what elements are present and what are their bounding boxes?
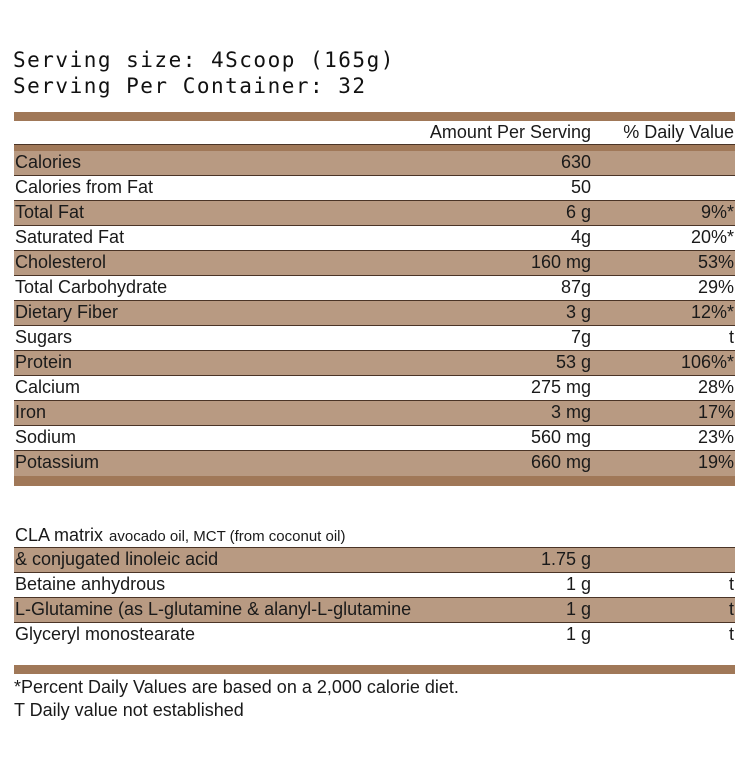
nutrient-name: Calories from Fat	[15, 177, 154, 197]
nutrient-dv: 28%	[697, 377, 734, 397]
nutrient-row-calcium	[14, 376, 735, 401]
nutrient-name: Saturated Fat	[15, 227, 125, 247]
ingredient-amount: 1 g	[565, 624, 591, 644]
nutrient-name: Potassium	[15, 452, 100, 472]
ingredient-row-l-glutamine	[14, 598, 735, 623]
nutrient-row-saturated-fat	[14, 226, 735, 251]
nutrient-amount: 660 mg	[530, 452, 591, 472]
nutrient-dv: 9%*	[700, 202, 734, 222]
ingredient-row-conjugated-linoleic-acid	[14, 548, 735, 573]
nutrient-name: Iron	[15, 402, 47, 422]
nutrient-table	[14, 151, 735, 476]
nutrient-row-potassium	[14, 451, 735, 476]
nutrient-amount: 53 g	[555, 352, 591, 372]
footnotes	[14, 676, 459, 722]
ingredient-dv: t	[728, 599, 734, 619]
amount-header: Amount Per Serving	[429, 122, 591, 142]
nutrient-amount: 275 mg	[530, 377, 591, 397]
nutrient-row-total-carbohydrate	[14, 276, 735, 301]
ingredient-name: & conjugated linoleic acid	[15, 549, 219, 569]
other-ingredients-table	[14, 547, 735, 648]
ingredient-dv: t	[728, 624, 734, 644]
nutrient-amount: 630	[560, 152, 591, 172]
nutrient-name: Dietary Fiber	[15, 302, 119, 322]
nutrient-dv: t	[728, 327, 734, 347]
nutrient-row-calories-from-fat	[14, 176, 735, 201]
nutrient-row-sodium	[14, 426, 735, 451]
serving-size: Serving size: 4Scoop (165g)	[13, 48, 395, 72]
nutrient-dv: 29%	[697, 277, 734, 297]
cla-title: CLA matrix	[15, 525, 104, 545]
nutrient-amount: 160 mg	[530, 252, 591, 272]
nutrient-row-total-fat	[14, 201, 735, 226]
footnote-not-established: T Daily value not established	[14, 700, 244, 720]
nutrient-row-sugars	[14, 326, 735, 351]
nutrient-dv: 23%	[697, 427, 734, 447]
ingredient-name: Betaine anhydrous	[15, 574, 166, 594]
nutrient-name: Sugars	[15, 327, 73, 347]
nutrient-name: Protein	[15, 352, 73, 372]
daily-value-header: % Daily Value	[623, 122, 734, 142]
servings-per-container: Serving Per Container: 32	[13, 74, 367, 98]
ingredient-name: Glyceryl monostearate	[15, 624, 196, 644]
nutrient-dv: 12%*	[690, 302, 734, 322]
table-header	[14, 121, 735, 145]
nutrient-amount: 50	[570, 177, 591, 197]
ingredient-row-betaine	[14, 573, 735, 598]
nutrient-bottom-bar	[14, 476, 735, 486]
nutrient-dv: 106%*	[680, 352, 734, 372]
ingredient-name: L-Glutamine (as L-glutamine & alanyl-L-glutamine	[15, 599, 412, 619]
ingredients-bottom-bar	[14, 665, 735, 674]
nutrient-dv: 20%*	[690, 227, 734, 247]
nutrient-dv: 53%	[697, 252, 734, 272]
nutrient-name: Cholesterol	[15, 252, 107, 272]
ingredient-amount: 1.75 g	[540, 549, 591, 569]
nutrient-name: Calcium	[15, 377, 81, 397]
nutrient-dv: 17%	[697, 402, 734, 422]
nutrient-amount: 3 g	[565, 302, 591, 322]
ingredient-amount: 1 g	[565, 599, 591, 619]
cla-heading	[15, 524, 346, 548]
nutrient-name: Total Carbohydrate	[15, 277, 168, 297]
nutrient-dv: 19%	[697, 452, 734, 472]
nutrient-name: Calories	[15, 152, 82, 172]
serving-info	[13, 47, 395, 99]
nutrient-amount: 560 mg	[530, 427, 591, 447]
nutrient-amount: 4g	[570, 227, 591, 247]
nutrient-amount: 3 mg	[550, 402, 591, 422]
nutrient-row-dietary-fiber	[14, 301, 735, 326]
cla-subtitle: avocado oil, MCT (from coconut oil)	[109, 528, 346, 545]
nutrient-amount: 7g	[570, 327, 591, 347]
nutrient-row-cholesterol	[14, 251, 735, 276]
nutrient-row-protein	[14, 351, 735, 376]
nutrient-amount: 87g	[560, 277, 591, 297]
nutrient-row-calories	[14, 151, 735, 176]
footnote-percent: *Percent Daily Values are based on a 2,000 calorie diet.	[14, 677, 459, 697]
nutrient-amount: 6 g	[565, 202, 591, 222]
top-bar	[14, 112, 735, 121]
nutrient-row-iron	[14, 401, 735, 426]
ingredient-row-glyceryl-monostearate	[14, 623, 735, 648]
nutrient-name: Sodium	[15, 427, 77, 447]
ingredient-amount: 1 g	[565, 574, 591, 594]
nutrient-name: Total Fat	[15, 202, 85, 222]
ingredient-dv: t	[728, 574, 734, 594]
